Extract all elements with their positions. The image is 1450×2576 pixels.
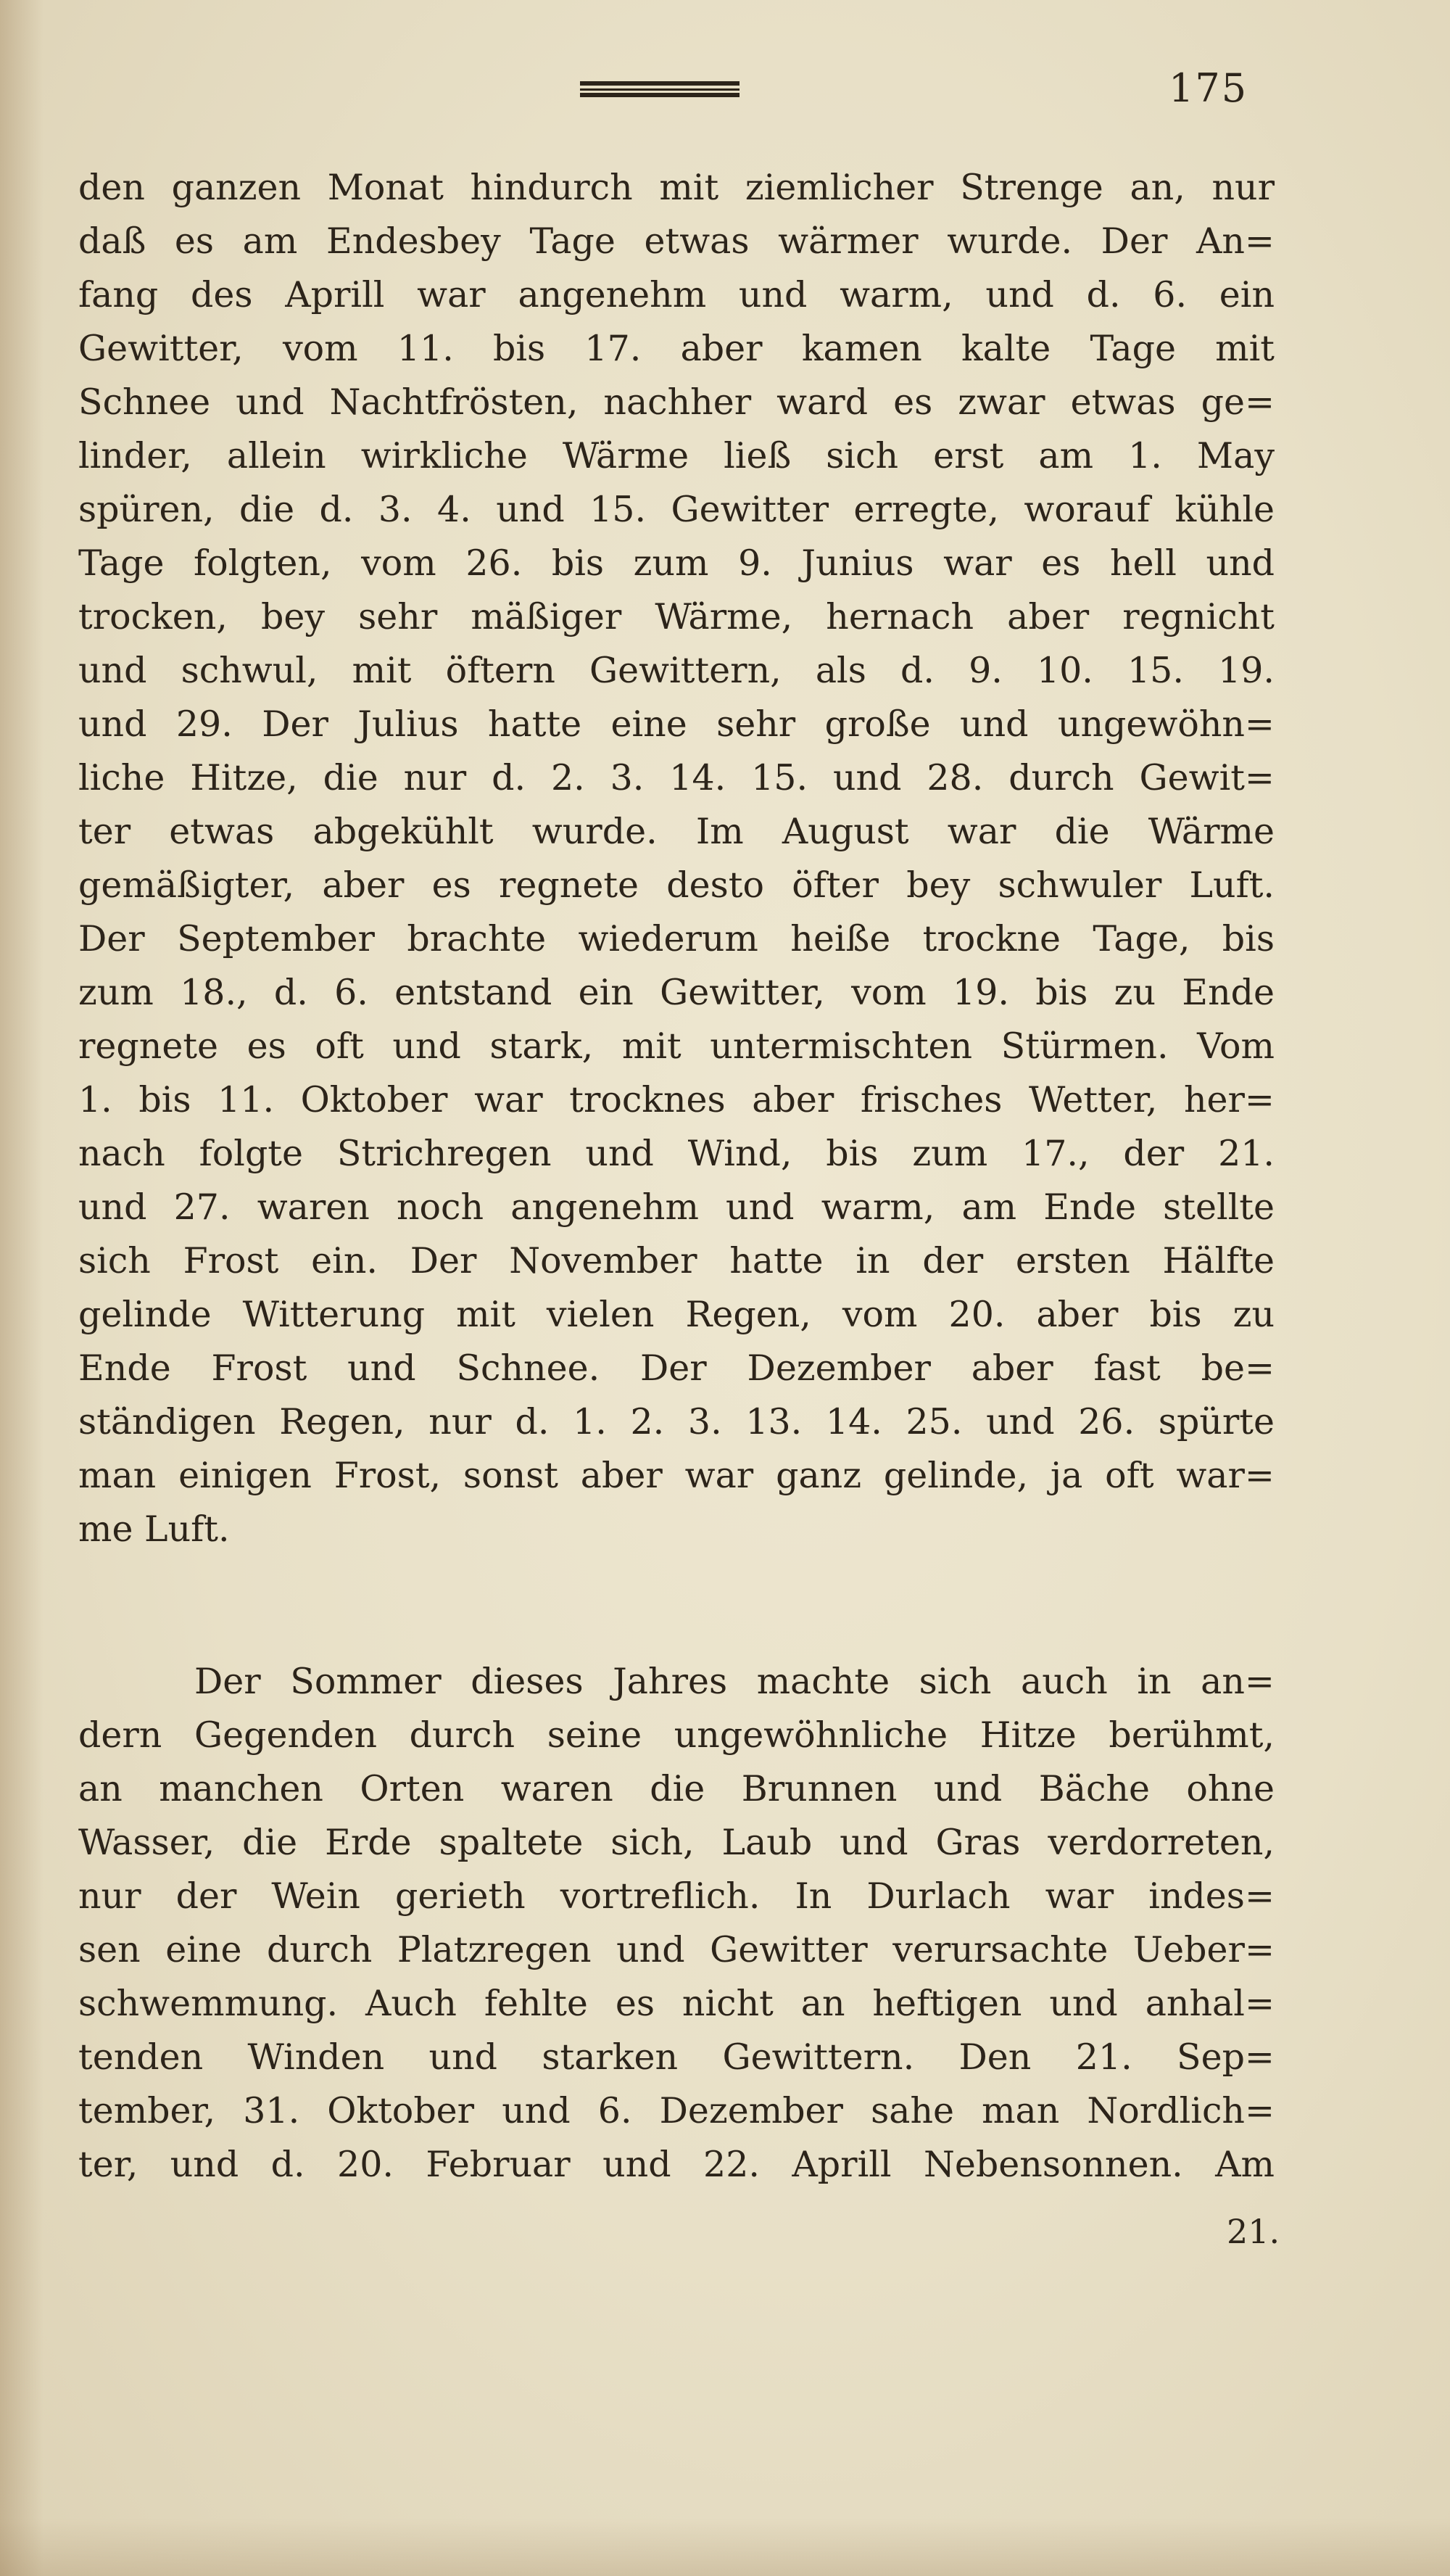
text-line: nur der Wein gerieth vortreflich. In Durlach war indes=: [78, 1875, 1275, 1917]
text-line: und schwul, mit öftern Gewittern, als d. 9. 10. 15. 19.: [78, 650, 1275, 691]
text-line: ter etwas abgekühlt wurde. Im August war die Wärme: [78, 811, 1275, 852]
text-line: man einigen Frost, sonst aber war ganz gelinde, ja oft war=: [78, 1455, 1275, 1496]
text-line: dern Gegenden durch seine ungewöhnliche Hitze berühmt,: [78, 1714, 1275, 1756]
text-line: ständigen Regen, nur d. 1. 2. 3. 13. 14. 25. und 26. spürte: [78, 1401, 1275, 1442]
text-line: me Luft.: [78, 1508, 230, 1550]
text-line: regnete es oft und stark, mit untermischten Stürmen. Vom: [78, 1025, 1275, 1067]
text-line: schwemmung. Auch fehlte es nicht an heftigen und anhal=: [78, 1983, 1275, 2024]
text-line: Der September brachte wiederum heiße trockne Tage, bis: [78, 918, 1275, 959]
catchword: 21.: [1227, 2212, 1280, 2251]
text-line: tenden Winden und starken Gewittern. Den 21. Sep=: [78, 2036, 1275, 2078]
text-line: Der Sommer dieses Jahres machte sich auch in an=: [194, 1661, 1275, 1702]
text-line: liche Hitze, die nur d. 2. 3. 14. 15. und 28. durch Gewit=: [78, 757, 1275, 798]
text-line: Gewitter, vom 11. bis 17. aber kamen kalte Tage mit: [78, 328, 1275, 369]
header-ornament-rule: [580, 81, 740, 97]
text-line: zum 18., d. 6. entstand ein Gewitter, vom 19. bis zu Ende: [78, 972, 1275, 1013]
text-line: sich Frost ein. Der November hatte in der ersten Hälfte: [78, 1240, 1275, 1281]
page-number: 175: [1169, 65, 1248, 111]
text-line: daß es am Endesbey Tage etwas wärmer wurde. Der An=: [78, 220, 1275, 262]
text-line: und 29. Der Julius hatte eine sehr große und ungewöhn=: [78, 703, 1275, 745]
text-line: und 27. waren noch angenehm und warm, am Ende stellte: [78, 1186, 1275, 1228]
text-line: nach folgte Strichregen und Wind, bis zum 17., der 21.: [78, 1133, 1275, 1174]
text-line: linder, allein wirkliche Wärme ließ sich erst am 1. May: [78, 435, 1275, 476]
text-line: Tage folgten, vom 26. bis zum 9. Junius war es hell und: [78, 542, 1275, 584]
text-line: 1. bis 11. Oktober war trocknes aber frisches Wetter, her=: [78, 1079, 1275, 1120]
text-line: gemäßigter, aber es regnete desto öfter bey schwuler Luft.: [78, 864, 1275, 906]
text-line: spüren, die d. 3. 4. und 15. Gewitter erregte, worauf kühle: [78, 489, 1275, 530]
text-line: sen eine durch Platzregen und Gewitter verursachte Ueber=: [78, 1929, 1275, 1970]
paragraph-1: [78, 161, 1275, 1556]
text-line: fang des Aprill war angenehm und warm, und d. 6. ein: [78, 274, 1275, 315]
text-line: Wasser, die Erde spaltete sich, Laub und Gras verdorreten,: [78, 1822, 1275, 1863]
text-line: tember, 31. Oktober und 6. Dezember sahe man Nordlich=: [78, 2090, 1275, 2131]
text-line: gelinde Witterung mit vielen Regen, vom 20. aber bis zu: [78, 1294, 1275, 1335]
text-line: an manchen Orten waren die Brunnen und Bäche ohne: [78, 1768, 1275, 1809]
text-line: Schnee und Nachtfrösten, nachher ward es zwar etwas ge=: [78, 381, 1275, 423]
text-line: Ende Frost und Schnee. Der Dezember aber fast be=: [78, 1347, 1275, 1389]
text-line: trocken, bey sehr mäßiger Wärme, hernach aber regnicht: [78, 596, 1275, 637]
text-line: den ganzen Monat hindurch mit ziemlicher Strenge an, nur: [78, 167, 1275, 208]
paragraph-2: [78, 1655, 1275, 2192]
text-line: ter, und d. 20. Februar und 22. Aprill Nebensonnen. Am: [78, 2144, 1275, 2185]
